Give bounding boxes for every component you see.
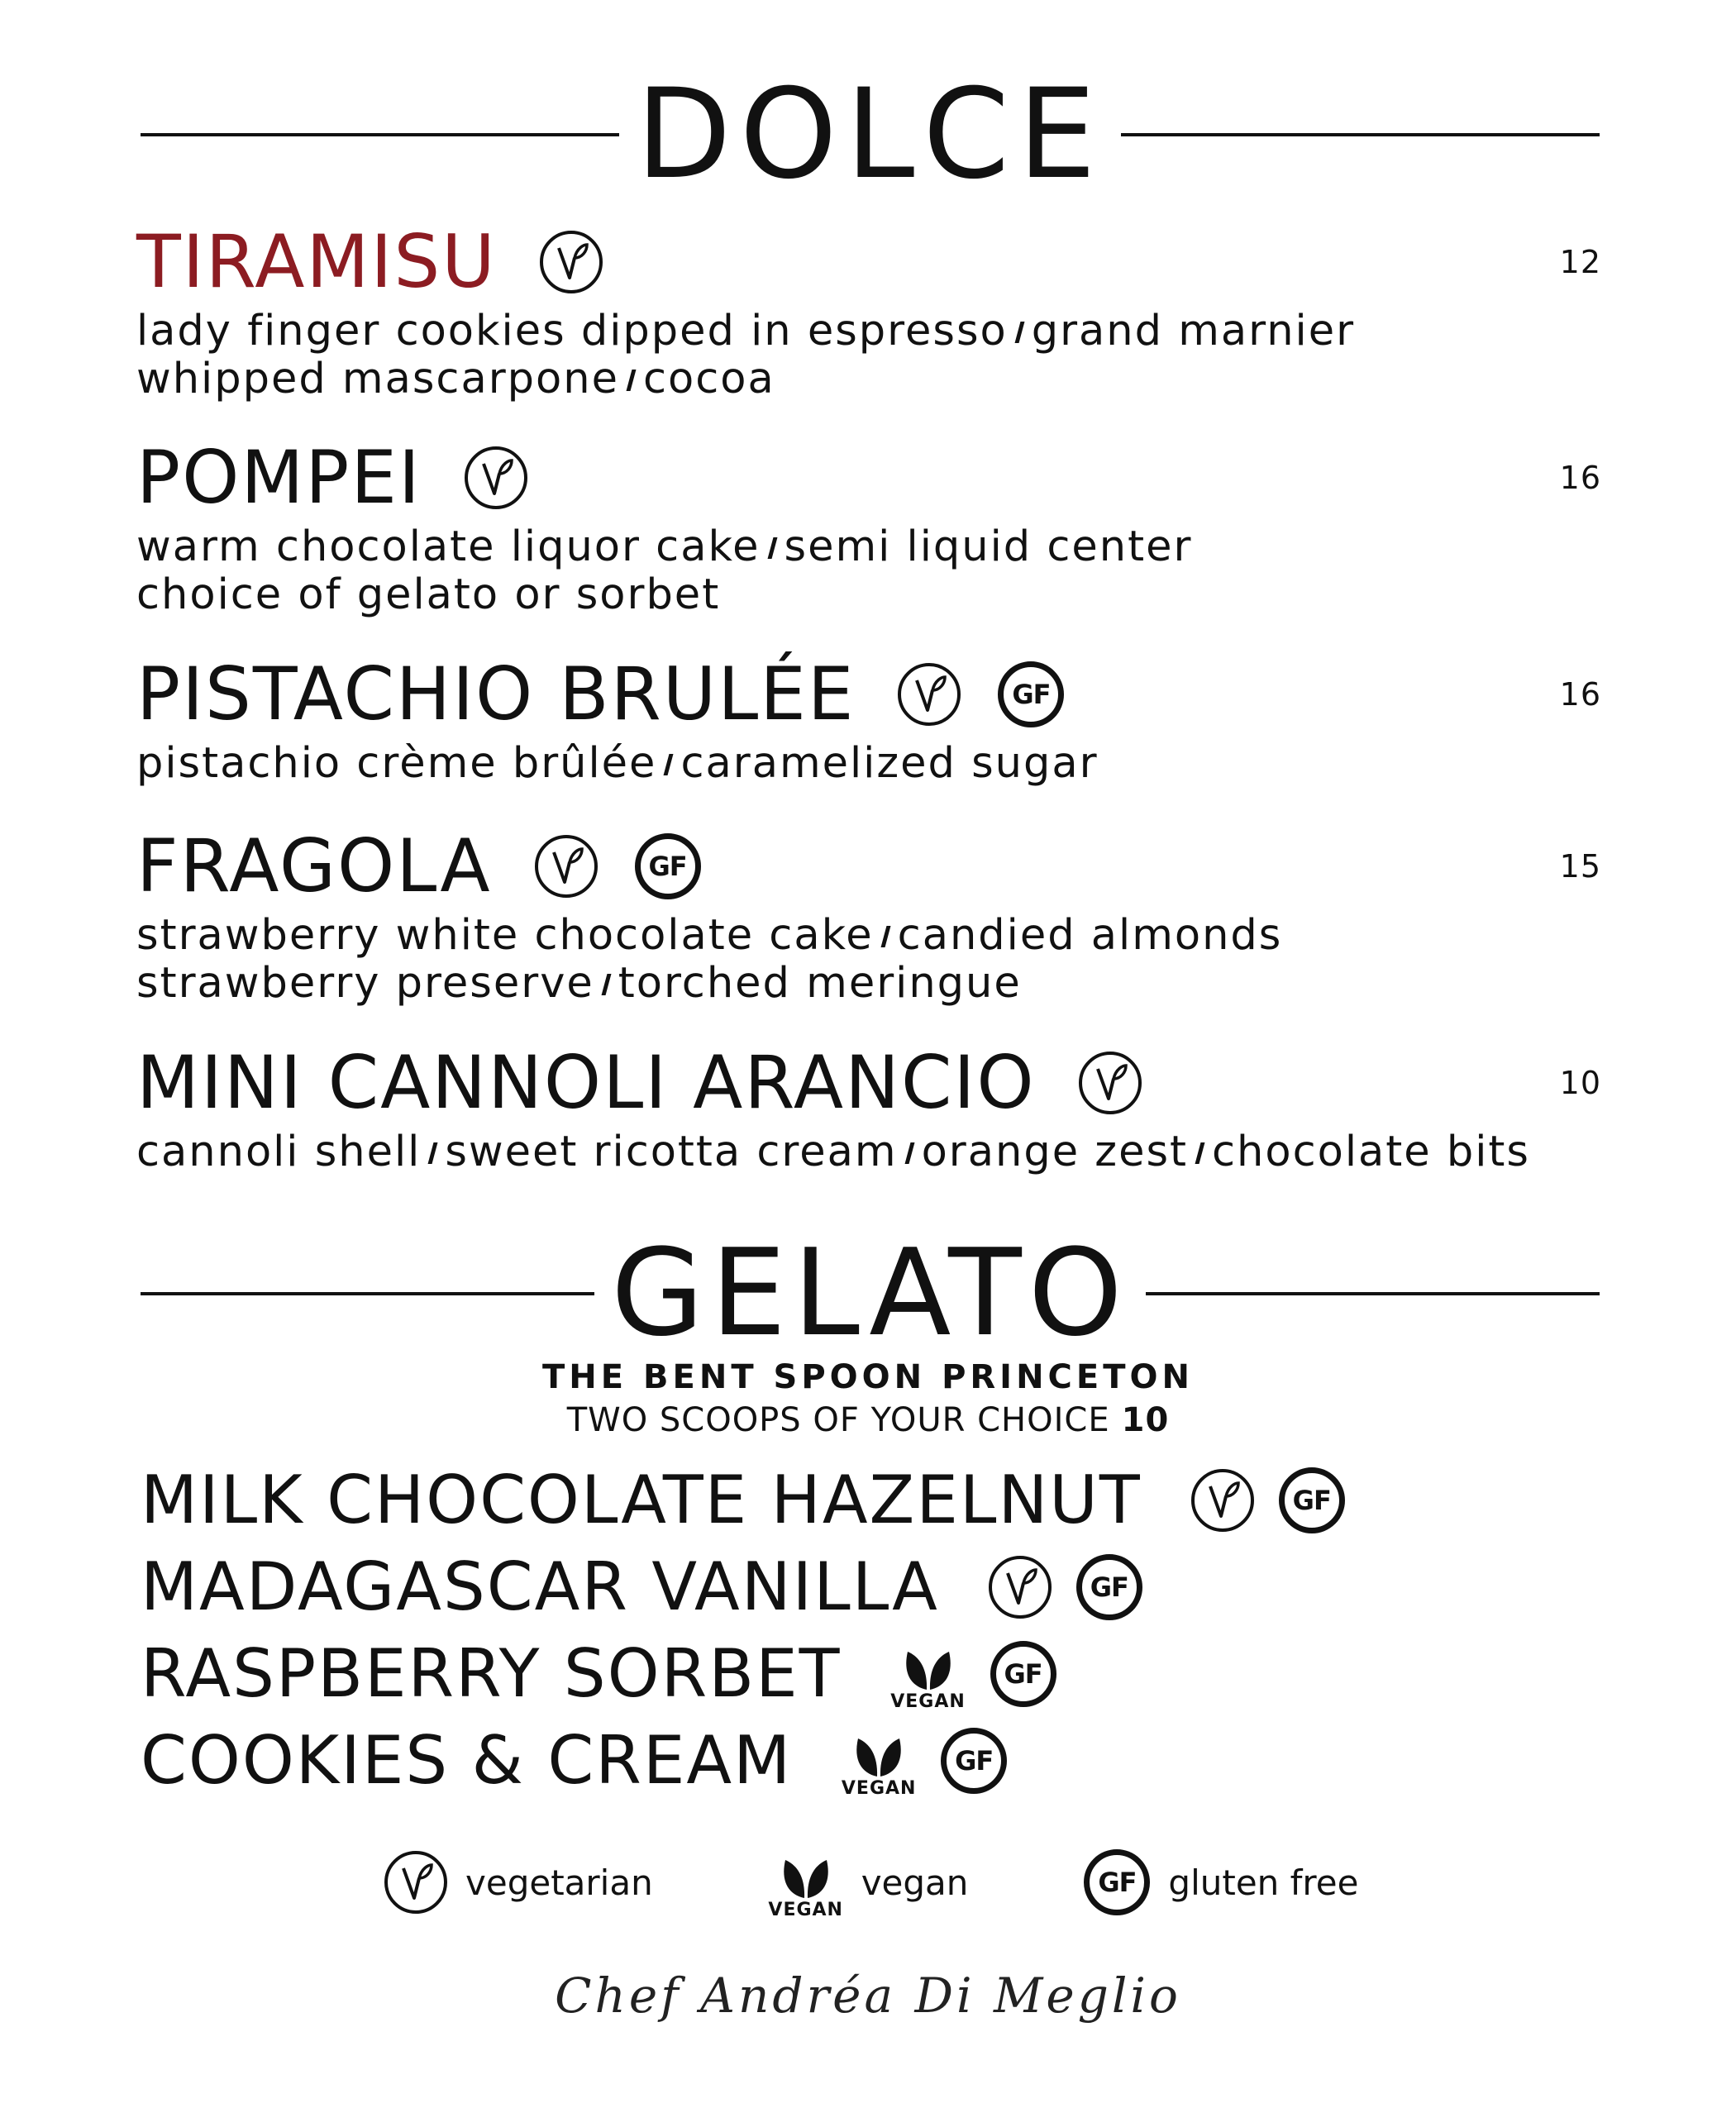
item-price: 10: [1559, 1065, 1601, 1101]
item-price: 16: [1559, 676, 1601, 713]
gelato-flavor: [141, 1633, 1056, 1715]
gluten-free-icon: GF: [1076, 1554, 1142, 1620]
offer-text: TWO SCOOPS OF YOUR CHOICE: [566, 1401, 1110, 1439]
gluten-free-icon: GF: [941, 1728, 1007, 1794]
left-rule: [141, 1292, 594, 1295]
item-price: 15: [1559, 848, 1601, 885]
dietary-legend: [384, 1845, 1474, 1920]
vegan-icon: VEGAN: [891, 1637, 966, 1711]
offer-price: 10: [1121, 1401, 1170, 1439]
menu-item-pistachio-brulee: [136, 649, 1601, 788]
item-description: cannoli shell sweet ricotta cream orange zest chocolate bits: [136, 1128, 1530, 1176]
gluten-free-icon: GF: [990, 1641, 1056, 1707]
item-description: lady finger cookies dipped in espresso grand marnier whipped mascarpone cocoa: [136, 307, 1356, 403]
menu-item-tiramisu: [136, 217, 1601, 403]
flavor-name: RASPBERRY SORBET: [141, 1635, 842, 1712]
vegetarian-icon: [1191, 1469, 1254, 1532]
gluten-free-icon: GF: [635, 833, 701, 899]
item-price: 16: [1559, 460, 1601, 496]
vendor-name: THE BENT SPOON PRINCETON: [542, 1358, 1194, 1396]
vegetarian-icon: [1079, 1052, 1142, 1114]
item-description: strawberry white chocolate cake candied almonds strawberry preserve torched meringue: [136, 911, 1283, 1008]
vegetarian-icon: [989, 1556, 1052, 1619]
flavor-name: MILK CHOCOLATE HAZELNUT: [141, 1462, 1142, 1538]
item-description: pistachio crème brûlée caramelized sugar: [136, 739, 1099, 788]
flavor-name: MADAGASCAR VANILLA: [141, 1548, 939, 1625]
menu-item-mini-cannoli-arancio: [136, 1037, 1601, 1176]
gelato-flavor: [141, 1719, 1007, 1802]
item-name: TIRAMISU: [136, 219, 497, 304]
item-price: 12: [1559, 244, 1601, 280]
item-description: warm chocolate liquor cake semi liquid center choice of gelato or sorbet: [136, 522, 1193, 619]
dolce-section-header: [141, 63, 1600, 207]
legend-label: vegan: [861, 1862, 969, 1903]
menu-item-fragola: [136, 821, 1601, 1008]
chef-signature: Chef Andréa Di Meglio: [555, 1967, 1181, 2024]
vegetarian-icon: [540, 231, 603, 293]
gelato-subtitle: [0, 1356, 1736, 1442]
right-rule: [1146, 1292, 1600, 1295]
item-name: PISTACHIO BRULÉE: [136, 651, 856, 737]
gelato-flavor: [141, 1459, 1345, 1542]
legend-gluten-free: [1084, 1849, 1358, 1915]
menu-item-pompei: [136, 432, 1601, 619]
item-name: FRAGOLA: [136, 823, 492, 909]
gluten-free-icon: GF: [1279, 1467, 1345, 1533]
vegan-icon: VEGAN: [769, 1845, 843, 1920]
legend-label: gluten free: [1168, 1862, 1359, 1903]
vegetarian-icon: [535, 835, 598, 898]
gluten-free-icon: GF: [1084, 1849, 1150, 1915]
left-rule: [141, 133, 619, 136]
item-name: MINI CANNOLI ARANCIO: [136, 1040, 1036, 1125]
vegetarian-icon: [384, 1851, 447, 1914]
gelato-offer: [0, 1399, 1736, 1442]
legend-vegan: [769, 1845, 969, 1920]
dolce-title: DOLCE: [636, 63, 1104, 207]
gelato-title: GELATO: [611, 1223, 1129, 1363]
legend-vegetarian: [384, 1851, 653, 1914]
vegan-icon: VEGAN: [842, 1724, 916, 1798]
right-rule: [1121, 133, 1600, 136]
vegetarian-icon: [465, 446, 527, 509]
gelato-section-header: [141, 1223, 1600, 1363]
gelato-flavor: [141, 1546, 1142, 1629]
vegetarian-icon: [898, 663, 961, 726]
flavor-name: COOKIES & CREAM: [141, 1722, 793, 1799]
legend-label: vegetarian: [465, 1862, 653, 1903]
item-name: POMPEI: [136, 435, 422, 520]
gluten-free-icon: GF: [998, 661, 1064, 727]
